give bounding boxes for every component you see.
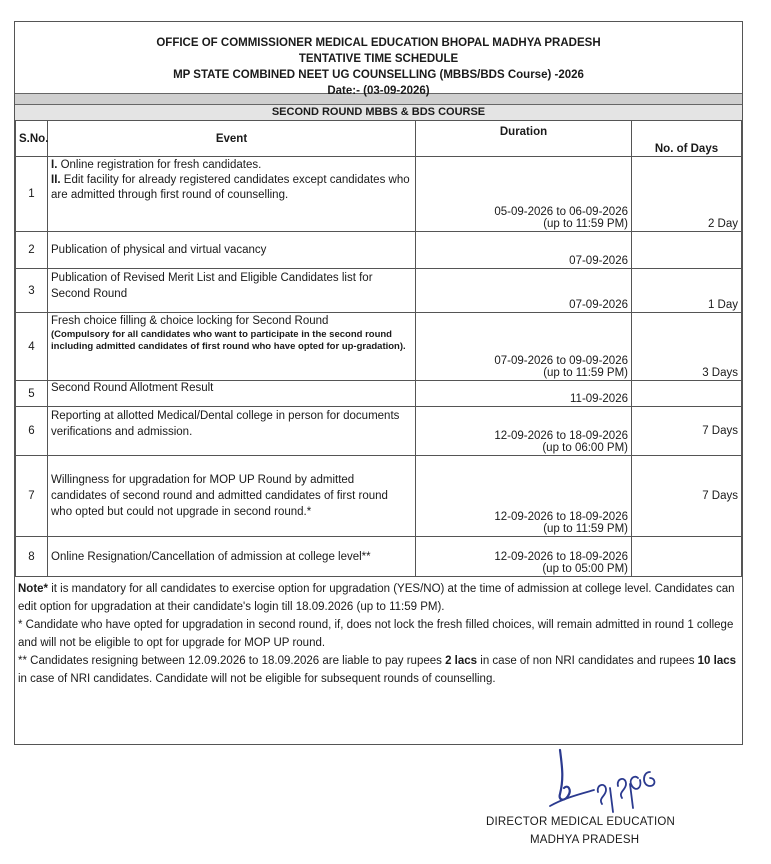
event-item-1-prefix: I.: [51, 159, 58, 171]
event-note: (Compulsory for all candidates who want to participate in the second round including admitted candidates of first round who have opted for up-gradation).: [51, 329, 406, 352]
col-header-duration: Duration: [416, 121, 632, 157]
row-days: 7 Days: [632, 456, 742, 537]
table-row: [16, 232, 742, 269]
col-header-days: No. of Days: [632, 121, 742, 157]
row-event: Second Round Allotment Result: [48, 381, 416, 407]
document-header: [15, 22, 742, 97]
col-header-event: Event: [48, 121, 416, 157]
note-resignation-part: in case of NRI candidates. Candidate will not be eligible for subsequent rounds of counselling.: [18, 673, 496, 685]
table-row: [16, 456, 742, 537]
document-date: Date:- (03-09-2026): [327, 85, 430, 97]
table-row: [16, 381, 742, 407]
section-title: SECOND ROUND MBBS & BDS COURSE: [15, 104, 742, 120]
schedule-sheet: [14, 21, 743, 745]
row-event: Willingness for upgradation for MOP UP Round by admitted candidates of second round and admitted candidates of first round who opted but could not upgrade in second round.*: [48, 456, 416, 537]
table-row: [16, 157, 742, 232]
note-upgradation: * Candidate who have opted for upgradation in second round, if, does not lock the fresh filled choices, will remain admitted in round 1 college and will not be eligible to opt for upgrade for MOP UP round.: [18, 619, 734, 649]
note-resignation-amount: 10 lacs: [697, 655, 737, 667]
duration-time: (up to 06:00 PM): [542, 442, 628, 454]
row-sno: 1: [16, 157, 48, 232]
row-event: Online Resignation/Cancellation of admission at college level**: [48, 537, 416, 577]
row-event: [48, 313, 416, 381]
row-days: [632, 381, 742, 407]
col-header-sno: S.No.: [16, 121, 48, 157]
signatory-title: DIRECTOR MEDICAL EDUCATION: [486, 816, 676, 828]
notes-section: [15, 577, 742, 691]
note-resignation-amount: 2 lacs: [445, 655, 478, 667]
row-duration: [416, 157, 632, 232]
handwritten-signature: [520, 748, 720, 820]
row-duration: [416, 407, 632, 456]
row-duration: [416, 313, 632, 381]
duration-time: (up to 11:59 PM): [543, 523, 628, 535]
row-duration: [416, 456, 632, 537]
note-resignation: [18, 652, 739, 688]
row-duration: 07-09-2026: [416, 269, 632, 313]
event-item-2-text: Edit facility for already registered candidates except candidates who are admitted through first round of counselling.: [51, 174, 410, 201]
row-days: 7 Days: [632, 407, 742, 456]
row-duration: [416, 537, 632, 577]
row-days: 2 Day: [632, 157, 742, 232]
event-text: Fresh choice filling & choice locking for Second Round: [51, 315, 329, 327]
duration-range: 05-09-2026 to 06-09-2026: [494, 206, 628, 218]
row-days: [632, 537, 742, 577]
table-header-row: [16, 121, 742, 157]
row-days: 1 Day: [632, 269, 742, 313]
row-sno: 4: [16, 313, 48, 381]
row-sno: 2: [16, 232, 48, 269]
signatory-state: MADHYA PRADESH: [530, 834, 640, 846]
row-sno: 6: [16, 407, 48, 456]
table-row: [16, 313, 742, 381]
event-item-2: [51, 173, 412, 203]
row-sno: 3: [16, 269, 48, 313]
counselling-title: MP STATE COMBINED NEET UG COUNSELLING (MBBS/BDS Course) -2026: [173, 69, 584, 81]
schedule-title: TENTATIVE TIME SCHEDULE: [298, 53, 459, 65]
table-row: [16, 407, 742, 456]
duration-range: 07-09-2026 to 09-09-2026: [494, 355, 628, 367]
note-text: it is mandatory for all candidates to exercise option for upgradation (YES/NO) at the time of admission at college level. Candidates can edit option for upgradation at their candidate's login till 18.09.2026 (up to 11:59 PM).: [18, 583, 735, 613]
signature-block: [470, 748, 760, 858]
duration-time: (up to 11:59 PM): [543, 218, 628, 230]
duration-range: 12-09-2026 to 18-09-2026: [494, 430, 628, 442]
row-duration: 11-09-2026: [416, 381, 632, 407]
row-duration: 07-09-2026: [416, 232, 632, 269]
row-event: [48, 157, 416, 232]
row-sno: 5: [16, 381, 48, 407]
schedule-table: [15, 120, 742, 577]
event-item-2-prefix: II.: [51, 174, 61, 186]
office-title: OFFICE OF COMMISSIONER MEDICAL EDUCATION BHOPAL MADHYA PRADESH: [156, 37, 601, 49]
row-sno: 7: [16, 456, 48, 537]
row-event: Publication of Revised Merit List and Eligible Candidates list for Second Round: [48, 269, 416, 313]
row-sno: 8: [16, 537, 48, 577]
table-row: [16, 537, 742, 577]
row-event: Reporting at allotted Medical/Dental college in person for documents verifications and admission.: [48, 407, 416, 456]
note-resignation-part: ** Candidates resigning between 12.09.2026 to 18.09.2026 are liable to pay rupees: [18, 655, 446, 667]
row-days: 3 Days: [632, 313, 742, 381]
duration-time: (up to 11:59 PM): [543, 367, 628, 379]
event-item-1: [51, 158, 412, 173]
row-event: Publication of physical and virtual vacancy: [48, 232, 416, 269]
event-item-1-text: Online registration for fresh candidates.: [57, 159, 262, 171]
note-label: Note*: [18, 583, 49, 595]
duration-time: (up to 05:00 PM): [542, 563, 628, 575]
duration-range: 12-09-2026 to 18-09-2026: [494, 511, 628, 523]
note-mandatory: [18, 580, 739, 616]
table-row: [16, 269, 742, 313]
duration-range: 12-09-2026 to 18-09-2026: [494, 551, 628, 563]
row-days: [632, 232, 742, 269]
note-resignation-part: in case of non NRI candidates and rupees: [477, 655, 698, 667]
